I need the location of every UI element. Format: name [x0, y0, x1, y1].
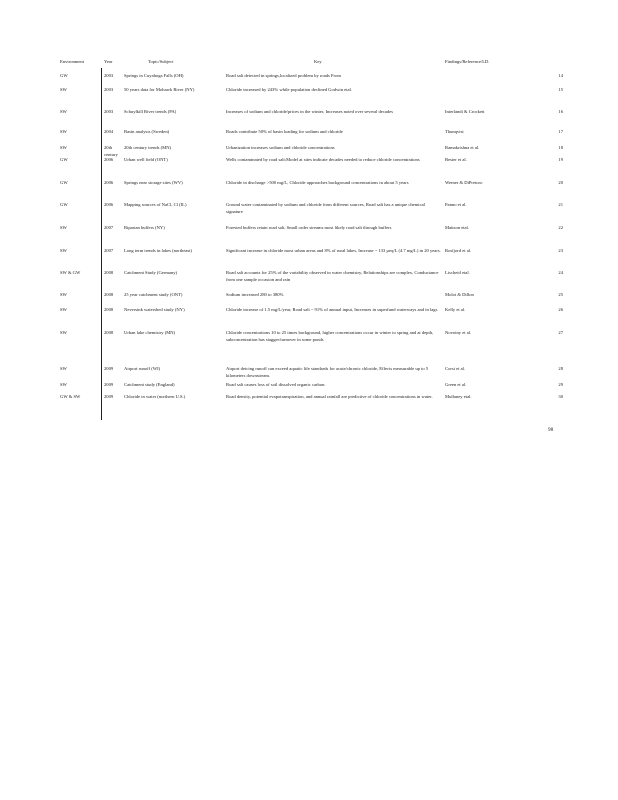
cell-key: Increases of sodium and chloride/prices in the winter, Increases noted over several decades [226, 109, 394, 114]
cell-reference-number: 26 [558, 307, 563, 312]
cell-year: 2006 [104, 157, 114, 162]
cell-reference: Mattson etal. [445, 225, 469, 230]
cell-year: 2008 [104, 307, 114, 312]
cell-reference: Green et al. [445, 382, 467, 387]
cell-reference: Werner & DiPretoro [445, 180, 483, 185]
cell-topic: Urban lake chemistry (MN) [124, 330, 176, 335]
cell-key: Chloride concentrations 10 to 25 times background, higher concentrations occur in winter to spring and at depth, subconcentration has stagger/turnover in some ponds [226, 330, 434, 342]
cell-reference-number: 15 [558, 87, 563, 92]
cell-environment: SW [60, 87, 67, 92]
cell-environment: GW [60, 73, 68, 78]
cell-reference: Bester et al. [445, 157, 467, 162]
cell-year: 2006 [104, 202, 114, 207]
cell-reference-number: 17 [558, 129, 563, 134]
cell-reference: Mullaney etal. [445, 394, 472, 399]
header-findings: Findings/Reference/LD. [445, 59, 490, 64]
cell-environment: GW [60, 157, 68, 162]
cell-environment: SW [60, 307, 67, 312]
cell-key: Urbanization increases sodium and chloride concentrations [226, 145, 335, 150]
header-environment: Environment [60, 59, 84, 64]
cell-topic: Urban well field (ONT) [124, 157, 168, 162]
cell-environment: SW [60, 292, 67, 297]
cell-year: 2009 [104, 394, 114, 399]
cell-key: Road salt accounts for 25% of the variability observed in water chemistry, Relationships are complex, Conductance from one sample occasion and rain [226, 270, 439, 282]
cell-environment: SW [60, 330, 67, 335]
cell-topic: Long term trends in lakes (northeast) [124, 248, 192, 253]
cell-key: Road salt causes loss of soil dissolved organic carbon. [226, 382, 326, 387]
cell-key: Significant increase in chloride most urban areas and 8% of rural lakes, Increase ~ 133 µeq/L (4.7 mg/L) in 20 years. [226, 248, 441, 253]
cell-year: 2009 [104, 366, 114, 371]
cell-reference-number: 25 [558, 292, 563, 297]
cell-topic: Catchment study (England) [124, 382, 175, 387]
cell-topic: 25 year catchment study (ONT) [124, 292, 183, 297]
cell-topic: Airport runoff (WI) [124, 366, 161, 371]
cell-reference: Novotny et al. [445, 330, 472, 335]
cell-topic: Schuylkill River trends (PA) [124, 109, 177, 114]
cell-environment: SW & GW [60, 270, 81, 275]
cell-reference-number: 24 [558, 270, 563, 275]
cell-topic: Chloride in water (northern U.S.) [124, 394, 186, 399]
cell-reference-number: 21 [558, 202, 563, 207]
cell-year: 2008 [104, 330, 114, 335]
cell-topic: Springs near storage sites (WV) [124, 180, 183, 185]
page-number: 98 [548, 427, 554, 433]
cell-environment: SW [60, 225, 67, 230]
cell-reference-number: 27 [558, 330, 563, 335]
cell-topic: Neversink watershed study (NY) [124, 307, 185, 312]
cell-key: Road salt detected in springs,localized problem by roads From [226, 73, 341, 78]
cell-topic: Riparian buffers (NY) [124, 225, 165, 230]
cell-environment: SW [60, 366, 67, 371]
cell-reference-number: 14 [558, 73, 563, 78]
cell-reference: Corsi et al. [445, 366, 466, 371]
cell-topic: Basin analysis (Sweden) [124, 129, 170, 134]
cell-reference-number: 18 [558, 145, 563, 150]
cell-reference-number: 28 [558, 366, 563, 371]
cell-key: Chloride increased by 243% while population declined Godwin etal. [226, 87, 352, 92]
cell-reference-number: 29 [558, 382, 563, 387]
cell-year: 2004 [104, 129, 114, 134]
cell-year: 2006 [104, 180, 114, 185]
cell-key: Chloride in discharge >500 mg/L, Chloride approaches background concentrations in about 5 years [226, 180, 409, 185]
cell-reference-number: 23 [558, 248, 563, 253]
cell-reference-number: 22 [558, 225, 563, 230]
cell-key: Wells contaminated by road salt;Model at sites indicate decades needed to reduce chloride concentrations [226, 157, 420, 162]
cell-environment: SW [60, 129, 67, 134]
cell-environment: GW [60, 180, 68, 185]
cell-reference: Thunqvist [445, 129, 464, 134]
cell-reference: Ramakrishna et al. [445, 145, 480, 150]
cell-year: 2007 [104, 225, 114, 230]
cell-environment: GW [60, 202, 68, 207]
cell-reference: Lischeid etal. [445, 270, 470, 275]
cell-reference: Kelly et al. [445, 307, 466, 312]
cell-environment: SW [60, 248, 67, 253]
cell-reference-number: 19 [558, 157, 563, 162]
cell-reference-number: 30 [558, 394, 563, 399]
column-divider [101, 68, 102, 420]
cell-year: 2003 [104, 73, 114, 78]
cell-topic: Catchment Study (Germany) [124, 270, 178, 275]
cell-topic: 50 years data for Mohawk River (NY) [124, 87, 195, 92]
cell-key: Roads contribute 50% of basin loading for sodium and chloride [226, 129, 343, 134]
cell-key: Forested buffers retain road salt, Small order streams most likely road salt through buffers [226, 225, 392, 230]
cell-year: 2007 [104, 248, 114, 253]
header-topic: Topic/Subject [148, 59, 174, 64]
cell-topic: Mapping sources of NaCl, Cl (IL) [124, 202, 187, 207]
cell-environment: SW [60, 109, 67, 114]
cell-key: Airport deicing runoff can exceed aquatic life standards for acute/chronic chloride, Effects measurable up to 5 kilometers downstream. [226, 366, 429, 378]
cell-year: 2008 [104, 292, 114, 297]
cell-year: 2009 [104, 382, 114, 387]
cell-key: Road density, potential evapotranspiration, and annual rainfall are predictive of chloride concentrations in water. [226, 394, 433, 399]
cell-environment: SW [60, 145, 67, 150]
cell-reference: Panno et al. [445, 202, 467, 207]
cell-key: Ground water contaminated by sodium and chloride from different sources, Road salt has a unique chemical signature [226, 202, 425, 214]
cell-year: 20th century [104, 145, 118, 157]
cell-topic: Springs in Cuyahoga Falls (OH) [124, 73, 184, 78]
header-year: Year [104, 59, 113, 64]
cell-reference-number: 20 [558, 180, 563, 185]
cell-year: 2003 [104, 109, 114, 114]
cell-reference: Interlandi & Crockett [445, 109, 485, 114]
cell-reference-number: 16 [558, 109, 563, 114]
cell-key: Chloride increase of 1.5 mg/L/year, Road salt ~ 91% of annual input, Increases in superfund waterways and in lags [226, 307, 438, 312]
cell-year: 2008 [104, 270, 114, 275]
header-key: Key [314, 59, 322, 64]
cell-reference: Rosfjord et al. [445, 248, 472, 253]
cell-environment: SW [60, 382, 67, 387]
cell-key: Sodium increased 280 to 380% [226, 292, 284, 297]
cell-year: 2003 [104, 87, 114, 92]
cell-topic: 20th century trends (MN) [124, 145, 172, 150]
cell-reference: Molot & Dillon [445, 292, 474, 297]
cell-environment: GW & SW [60, 394, 81, 399]
